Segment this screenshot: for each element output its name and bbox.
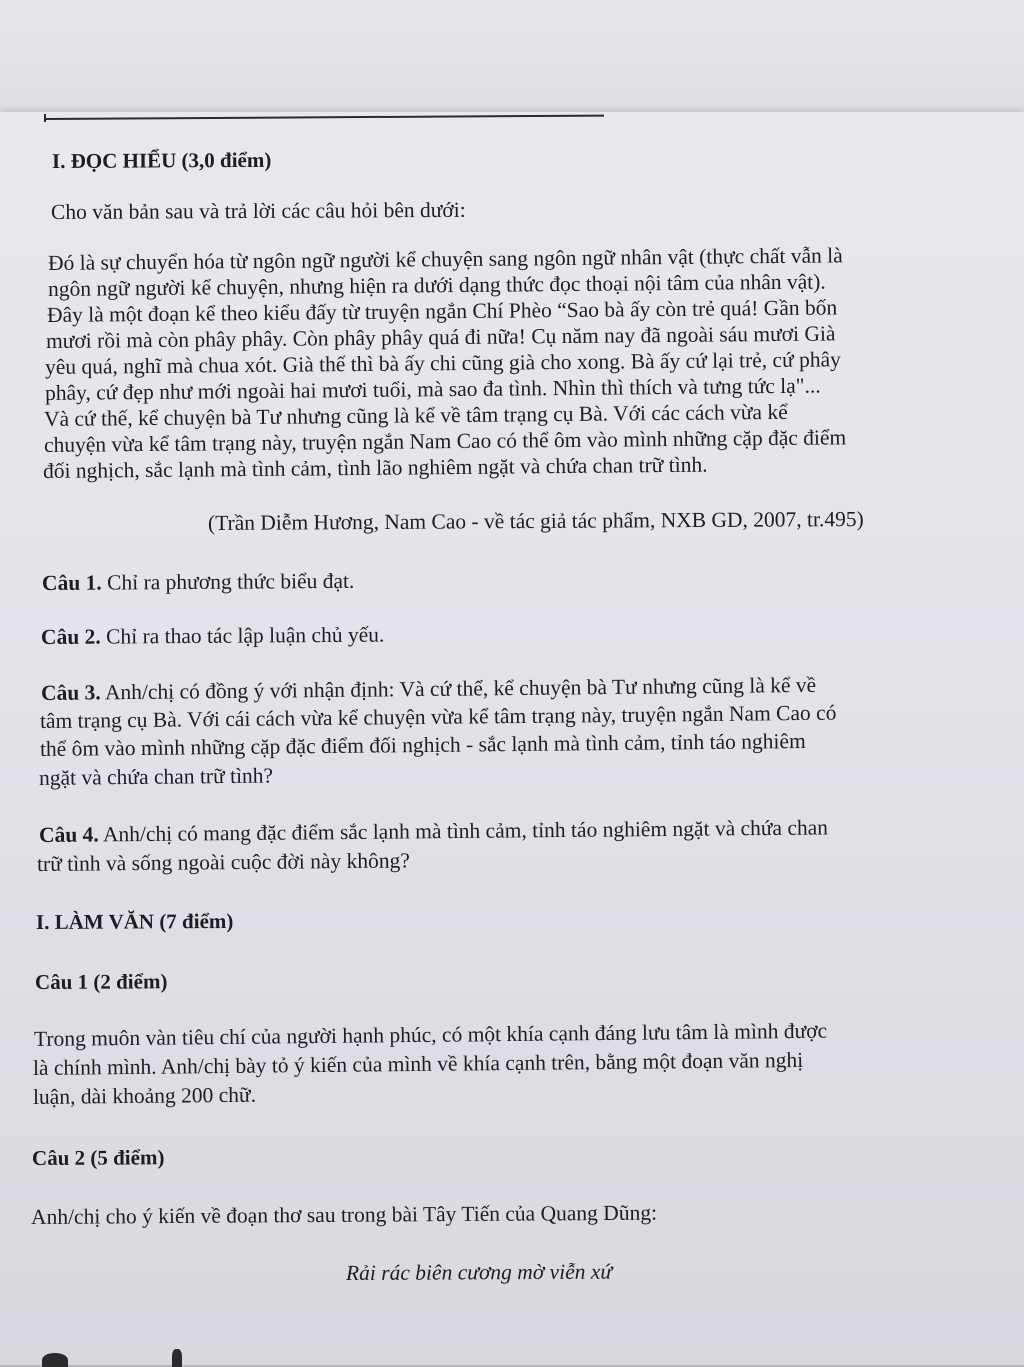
question-label: Câu 3. [40,680,101,705]
writing-question-1-line: là chính mình. Anh/chị bày tỏ ý kiến của mình về khía cạnh trên, bằng một đoạn văn nghị [32,1047,804,1080]
passage-line: phây, cứ đẹp như mới ngoài hai mươi tuổi, mà sao đa tình. Nhìn thì thích và tưng tức lạ"... [44,373,821,405]
question-text-line: thể ôm vào mình những cặp đặc điểm đối nghịch - sắc lạnh mà tình cảm, tỉnh táo nghiêm [39,728,806,761]
passage-line: yêu quá, nghĩ mà chua xót. Già thế thì bà ấy chi cũng già cho xong. Bà ấy cứ lại trẻ, cứ phây [44,347,841,379]
passage-line: Đó là sự chuyển hóa từ ngôn ngữ người kể chuyện sang ngôn ngữ nhân vật (thực chất vẫn là [47,243,843,275]
question-label: Câu 4. [38,822,99,847]
instruction-text: Cho văn bản sau và trả lời các câu hỏi bên dưới: [50,197,466,224]
question-text: Anh/chị có đồng ý với nhận định: Và cứ thể, kể chuyện bà Tư nhưng cũng là kể về [100,672,817,705]
section-writing-heading: I. LÀM VĂN (7 điểm) [35,908,234,934]
question-text-line: trữ tình và sống ngoài cuộc đời này không? [36,848,411,876]
question-text-line: ngặt và chứa chan trữ tình? [38,763,274,790]
question-text-line: tâm trạng cụ Bà. Với cái cách vừa kể chuyện vừa kể tâm trạng này, truyện ngắn Nam Cao có [39,700,837,733]
question-label: Câu 2. [40,624,101,649]
poem-line: Rải rác biên cương mờ viễn xứ [345,1259,613,1285]
question-text: Anh/chị có mang đặc điểm sắc lạnh mà tình cảm, tỉnh táo nghiêm ngặt và chứa chan [98,815,829,847]
passage-line: ngôn ngữ người kể chuyện, nhưng hiện ra dưới dạng thức đọc thoại nội tâm của nhân vật). [47,269,826,301]
passage-line: Đây là một đoạn kể theo kiểu đấy từ truyện ngắn Chí Phèo “Sao bà ấy còn trẻ quá! Gần bốn [46,295,838,327]
section-reading-heading: I. ĐỌC HIỂU (3,0 điểm) [51,147,272,173]
writing-question-1-line: luận, dài khoảng 200 chữ. [32,1082,257,1109]
writing-question-1-heading: Câu 1 (2 điểm) [34,969,168,994]
question-2 [41,622,385,650]
question-1 [42,568,355,596]
passage-line: mươi rồi mà còn phây phây. Còn phây phây quá đi nữa! Cụ năm nay đã ngoài sáu mươi Già [45,321,836,353]
question-label: Câu 1. [41,570,102,595]
question-text: Chỉ ra thao tác lập luận chủ yếu. [100,622,385,649]
question-4 [39,814,828,848]
writing-question-1-line: Trong muôn vàn tiêu chí của người hạnh phúc, có một khía cạnh đáng lưu tâm là mình được [33,1018,828,1051]
passage-line: chuyện vừa kể tâm trạng này, truyện ngắn Nam Cao có thể ôm vào mình những cặp đặc điểm [43,425,847,457]
writing-question-2-prompt: Anh/chị cho ý kiến về đoạn thơ sau trong bài Tây Tiến của Quang Dũng: [30,1200,658,1229]
bottom-edge-shadow [30,1345,210,1365]
passage-line: Và cứ thế, kể chuyện bà Tư nhưng cũng là kể về tâm trạng cụ Bà. Với các cách vừa kể [43,399,788,431]
passage-line: đối nghịch, sắc lạnh mà tình cảm, tình lão nghiêm ngặt và chứa chan trữ tình. [42,452,708,483]
citation: (Trần Diễm Hương, Nam Cao - về tác giả tác phẩm, NXB GD, 2007, tr.495) [207,506,864,535]
writing-question-2-heading: Câu 2 (5 điểm) [31,1145,165,1170]
question-text: Chỉ ra phương thức biểu đạt. [101,568,355,595]
